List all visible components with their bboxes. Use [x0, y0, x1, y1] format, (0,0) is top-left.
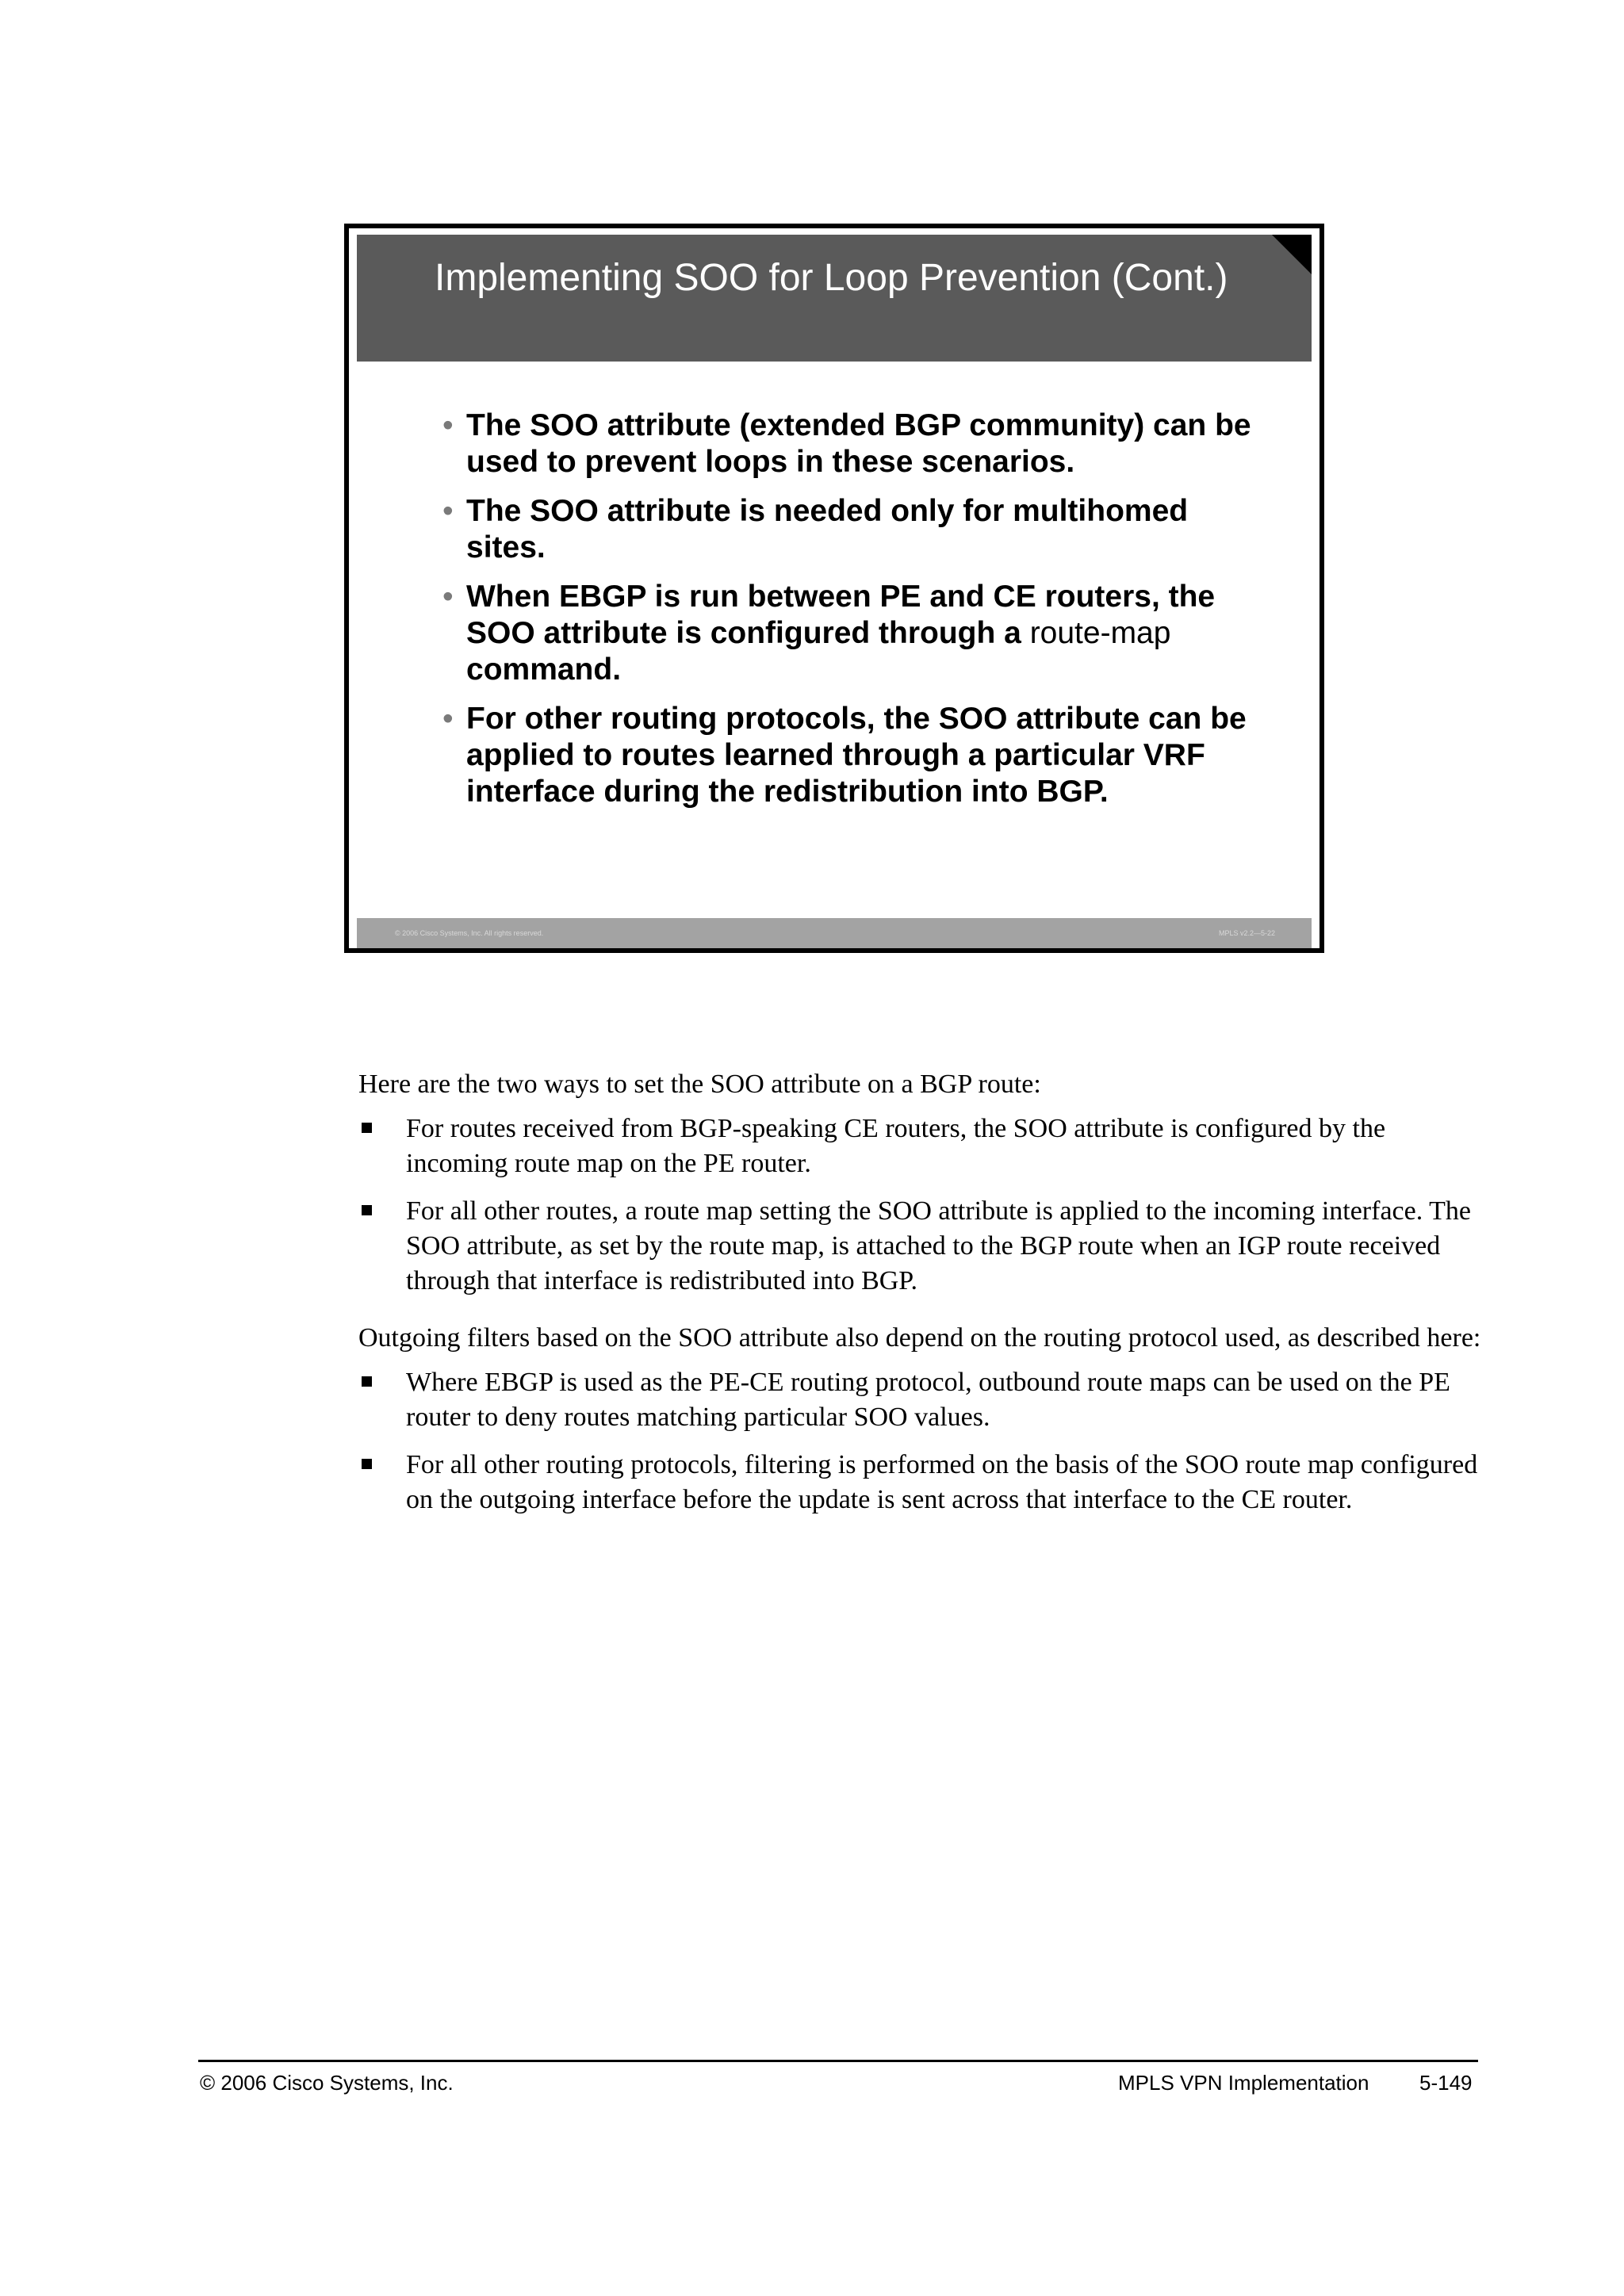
body-text [358, 1067, 1484, 1530]
slide-footer-id: MPLS v2.2—5-22 [1218, 929, 1275, 937]
square-bullet-icon [362, 1123, 372, 1133]
set-methods-list [358, 1112, 1484, 1299]
list-item: Where EBGP is used as the PE-CE routing protocol, outbound route maps can be used on the PE router to deny routes matching particular SOO values. [358, 1365, 1484, 1435]
slide-footer-copyright: © 2006 Cisco Systems, Inc. All rights reserved. [395, 929, 544, 937]
slide-frame [344, 224, 1324, 953]
slide-footer [357, 918, 1312, 948]
footer-course-title: MPLS VPN Implementation [1118, 2071, 1369, 2095]
footer-copyright: © 2006 Cisco Systems, Inc. [200, 2071, 454, 2095]
square-bullet-icon [362, 1376, 372, 1387]
list-item: For all other routes, a route map setting the SOO attribute is applied to the incoming interface. The SOO attribute, as set by the route map, is attached to the BGP route when an IGP route received through that interface is redistributed into BGP. [358, 1194, 1484, 1299]
square-bullet-icon [362, 1205, 372, 1215]
command-name: route-map [1029, 616, 1171, 650]
list-item: For routes received from BGP-speaking CE routers, the SOO attribute is configured by the incoming route map on the PE router. [358, 1112, 1484, 1181]
corner-triangle-icon [1272, 235, 1312, 274]
slide-bullet: • For other routing protocols, the SOO attribute can be applied to routes learned through a particular VRF interface during the redistribution into BGP. [442, 702, 1247, 809]
outgoing-filters-paragraph: Outgoing filters based on the SOO attribute also depend on the routing protocol used, as described here: [358, 1323, 1481, 1353]
footer-rule [198, 2060, 1478, 2062]
intro-paragraph: Here are the two ways to set the SOO attribute on a BGP route: [358, 1070, 1041, 1099]
slide-header [357, 235, 1312, 362]
outgoing-filters-list [358, 1365, 1484, 1517]
bullet-dot-icon: • [442, 494, 454, 528]
bullet-dot-icon: • [442, 580, 454, 614]
slide-bullet: • The SOO attribute is needed only for multihomed sites. [442, 494, 1189, 564]
list-item: For all other routing protocols, filtering is performed on the basis of the SOO route map configured on the outgoing interface before the update is sent across that interface to the CE router. [358, 1448, 1484, 1517]
slide-title: Implementing SOO for Loop Prevention (Cont.) [435, 257, 1228, 299]
page-number: 5-149 [1419, 2071, 1473, 2095]
bullet-dot-icon: • [442, 408, 454, 442]
slide-bullet: • The SOO attribute (extended BGP community) can be used to prevent loops in these scenarios. [442, 408, 1251, 479]
bullet-dot-icon: • [442, 702, 454, 736]
slide-bullet: • When EBGP is run between PE and CE routers, the SOO attribute is configured through a route-map command. [442, 580, 1216, 687]
slide-bullet-list [442, 408, 1251, 823]
square-bullet-icon [362, 1459, 372, 1469]
